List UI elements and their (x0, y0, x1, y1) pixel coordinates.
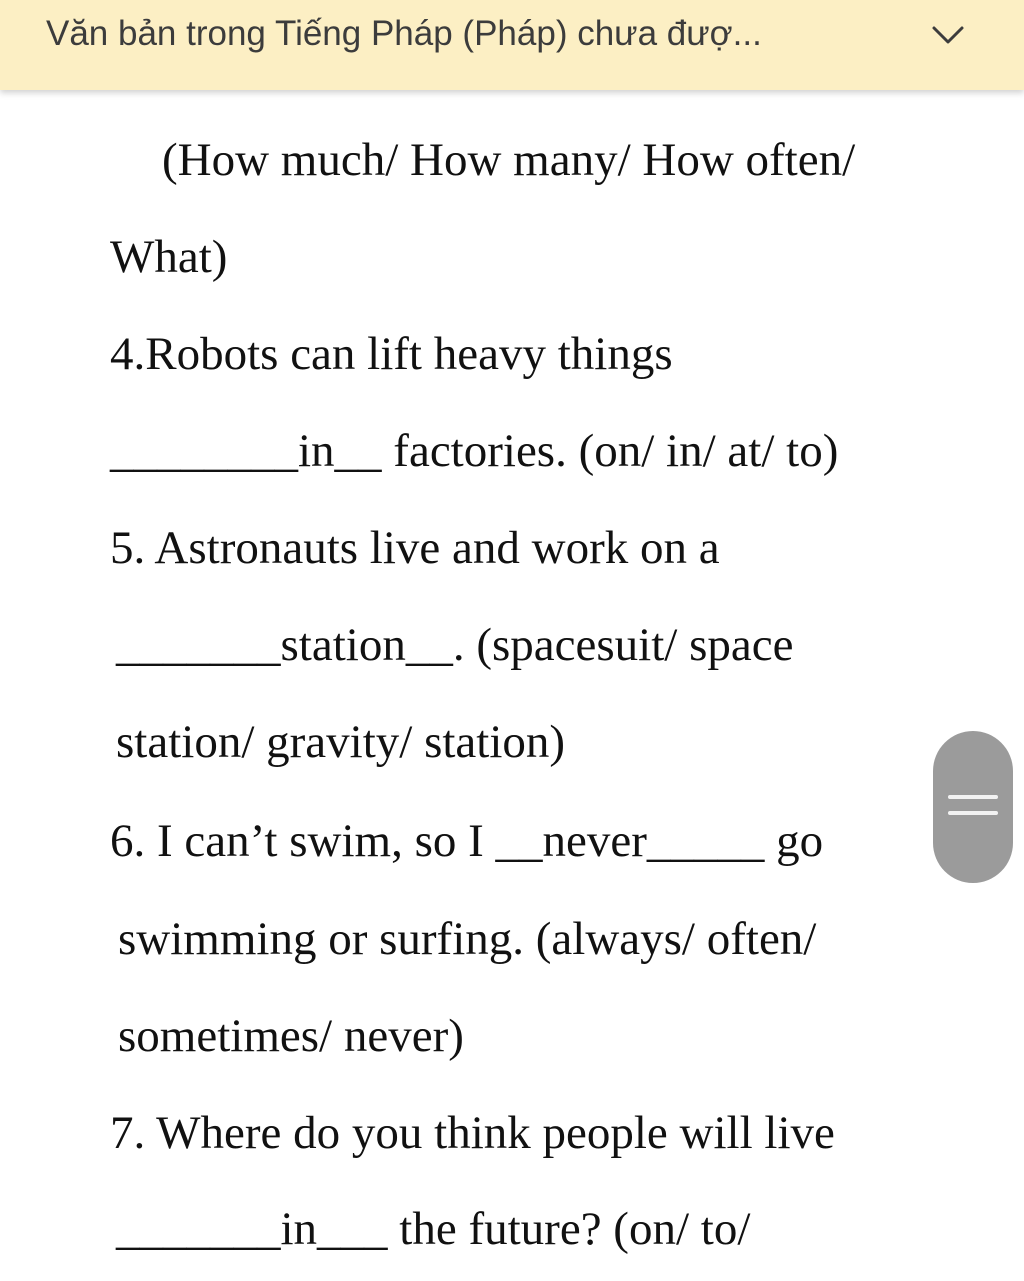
text-line: ________in__ factories. (on/ in/ at/ to) (110, 425, 839, 477)
text-line: sometimes/ never) (118, 1010, 464, 1062)
text-line: station/ gravity/ station) (116, 716, 566, 768)
scroll-handle[interactable] (933, 731, 1013, 883)
text-line: swimming or surfing. (always/ often/ (118, 913, 817, 965)
banner-text: Văn bản trong Tiếng Pháp (Pháp) chưa đượ... (46, 14, 762, 53)
text-line: 6. I can’t swim, so I __never_____ go (110, 815, 824, 867)
text-line: 7. Where do you think people will live (110, 1107, 835, 1159)
text-line: _______in___ the future? (on/ to/ (116, 1203, 751, 1255)
text-line: 5. Astronauts live and work on a (110, 522, 720, 574)
text-line: What) (110, 231, 228, 283)
text-line: (How much/ How many/ How often/ (162, 134, 856, 186)
text-line: _______station__. (spacesuit/ space (116, 619, 794, 671)
translation-banner[interactable] (0, 0, 1024, 90)
chevron-down-icon[interactable] (928, 20, 968, 52)
text-line: 4.Robots can lift heavy things (110, 328, 673, 380)
